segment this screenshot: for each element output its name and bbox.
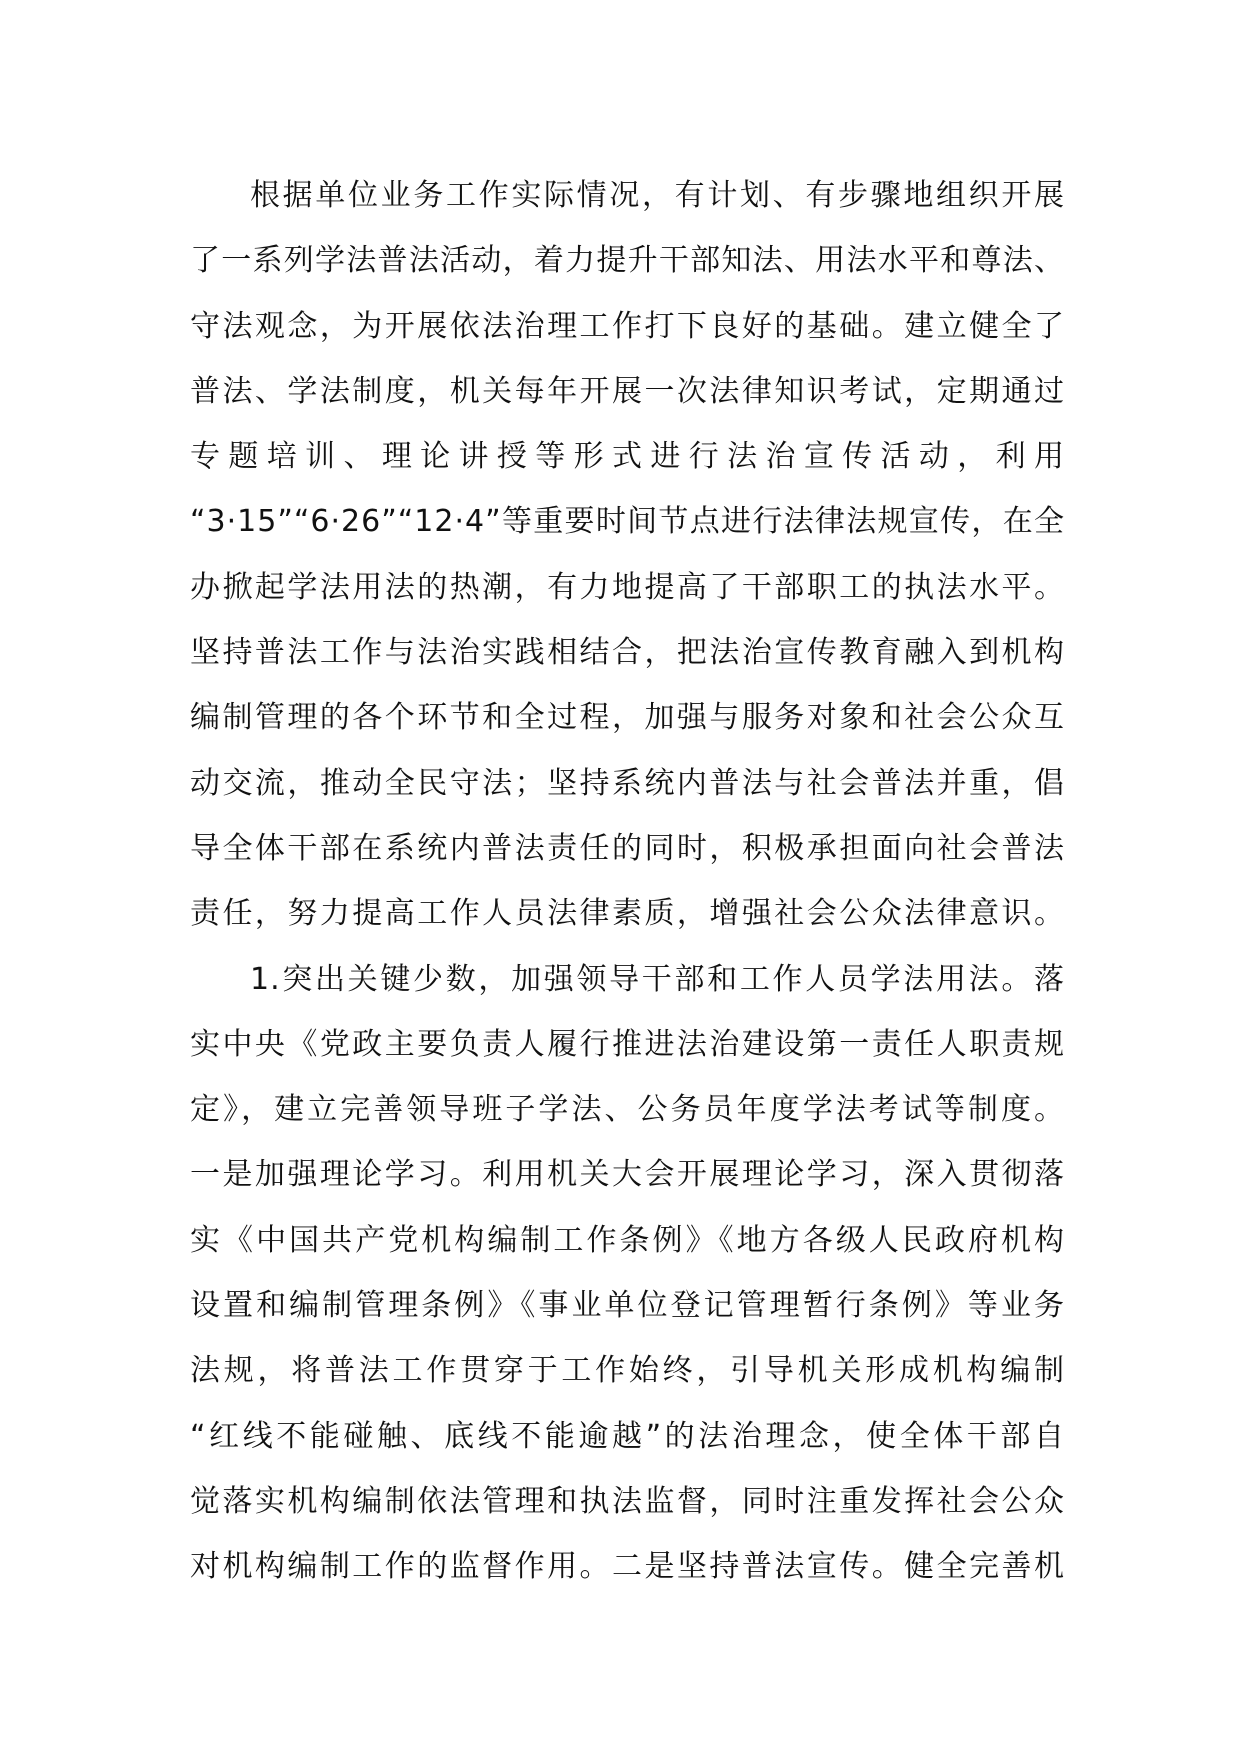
text-line: 实中央《党政主要负责人履行推进法治建设第一责任人职责规 bbox=[190, 1026, 1065, 1062]
text-line: 定》，建立完善领导班子学法、公务员年度学法考试等制度。 bbox=[190, 1092, 1065, 1128]
text-line: 坚持普法工作与法治实践相结合，把法治宣传教育融入到机构 bbox=[190, 635, 1065, 671]
text-line: 觉落实机构编制依法管理和执法监督，同时注重发挥社会公众 bbox=[190, 1483, 1065, 1519]
text-line: 动交流，推动全民守法；坚持系统内普法与社会普法并重，倡 bbox=[190, 765, 1065, 801]
body-text bbox=[190, 163, 1065, 1600]
text-line: 普法、学法制度，机关每年开展一次法律知识考试，定期通过 bbox=[190, 373, 1065, 409]
text-line: 1.突出关键少数，加强领导干部和工作人员学法用法。落 bbox=[250, 961, 1065, 997]
text-line: 守法观念，为开展依法治理工作打下良好的基础。建立健全了 bbox=[190, 308, 1065, 344]
text-line: 导全体干部在系统内普法责任的同时，积极承担面向社会普法 bbox=[190, 830, 1065, 866]
text-line: 了一系列学法普法活动，着力提升干部知法、用法水平和尊法、 bbox=[190, 243, 1065, 279]
text-line: 实《中国共产党机构编制工作条例》《地方各级人民政府机构 bbox=[190, 1222, 1065, 1258]
text-line: 根据单位业务工作实际情况，有计划、有步骤地组织开展 bbox=[250, 178, 1065, 213]
text-line: 办掀起学法用法的热潮，有力地提高了干部职工的执法水平。 bbox=[190, 569, 1065, 605]
text-line: 一是加强理论学习。利用机关大会开展理论学习，深入贯彻落 bbox=[190, 1157, 1065, 1193]
text-line: 对机构编制工作的监督作用。二是坚持普法宣传。健全完善机 bbox=[190, 1549, 1065, 1585]
text-line: “3·15”“6·26”“12·4”等重要时间节点进行法律法规宣传，在全 bbox=[190, 504, 1065, 540]
text-line: 设置和编制管理条例》《事业单位登记管理暂行条例》等业务 bbox=[190, 1288, 1065, 1324]
text-line: 编制管理的各个环节和全过程，加强与服务对象和社会公众互 bbox=[190, 700, 1065, 736]
text-line: 责任，努力提高工作人员法律素质，增强社会公众法律意识。 bbox=[190, 896, 1065, 932]
text-line: 法规，将普法工作贯穿于工作始终，引导机关形成机构编制 bbox=[190, 1353, 1065, 1389]
text-line: 专题培训、理论讲授等形式进行法治宣传活动，利用 bbox=[190, 439, 1065, 475]
text-line: “红线不能碰触、底线不能逾越”的法治理念，使全体干部自 bbox=[190, 1418, 1065, 1454]
